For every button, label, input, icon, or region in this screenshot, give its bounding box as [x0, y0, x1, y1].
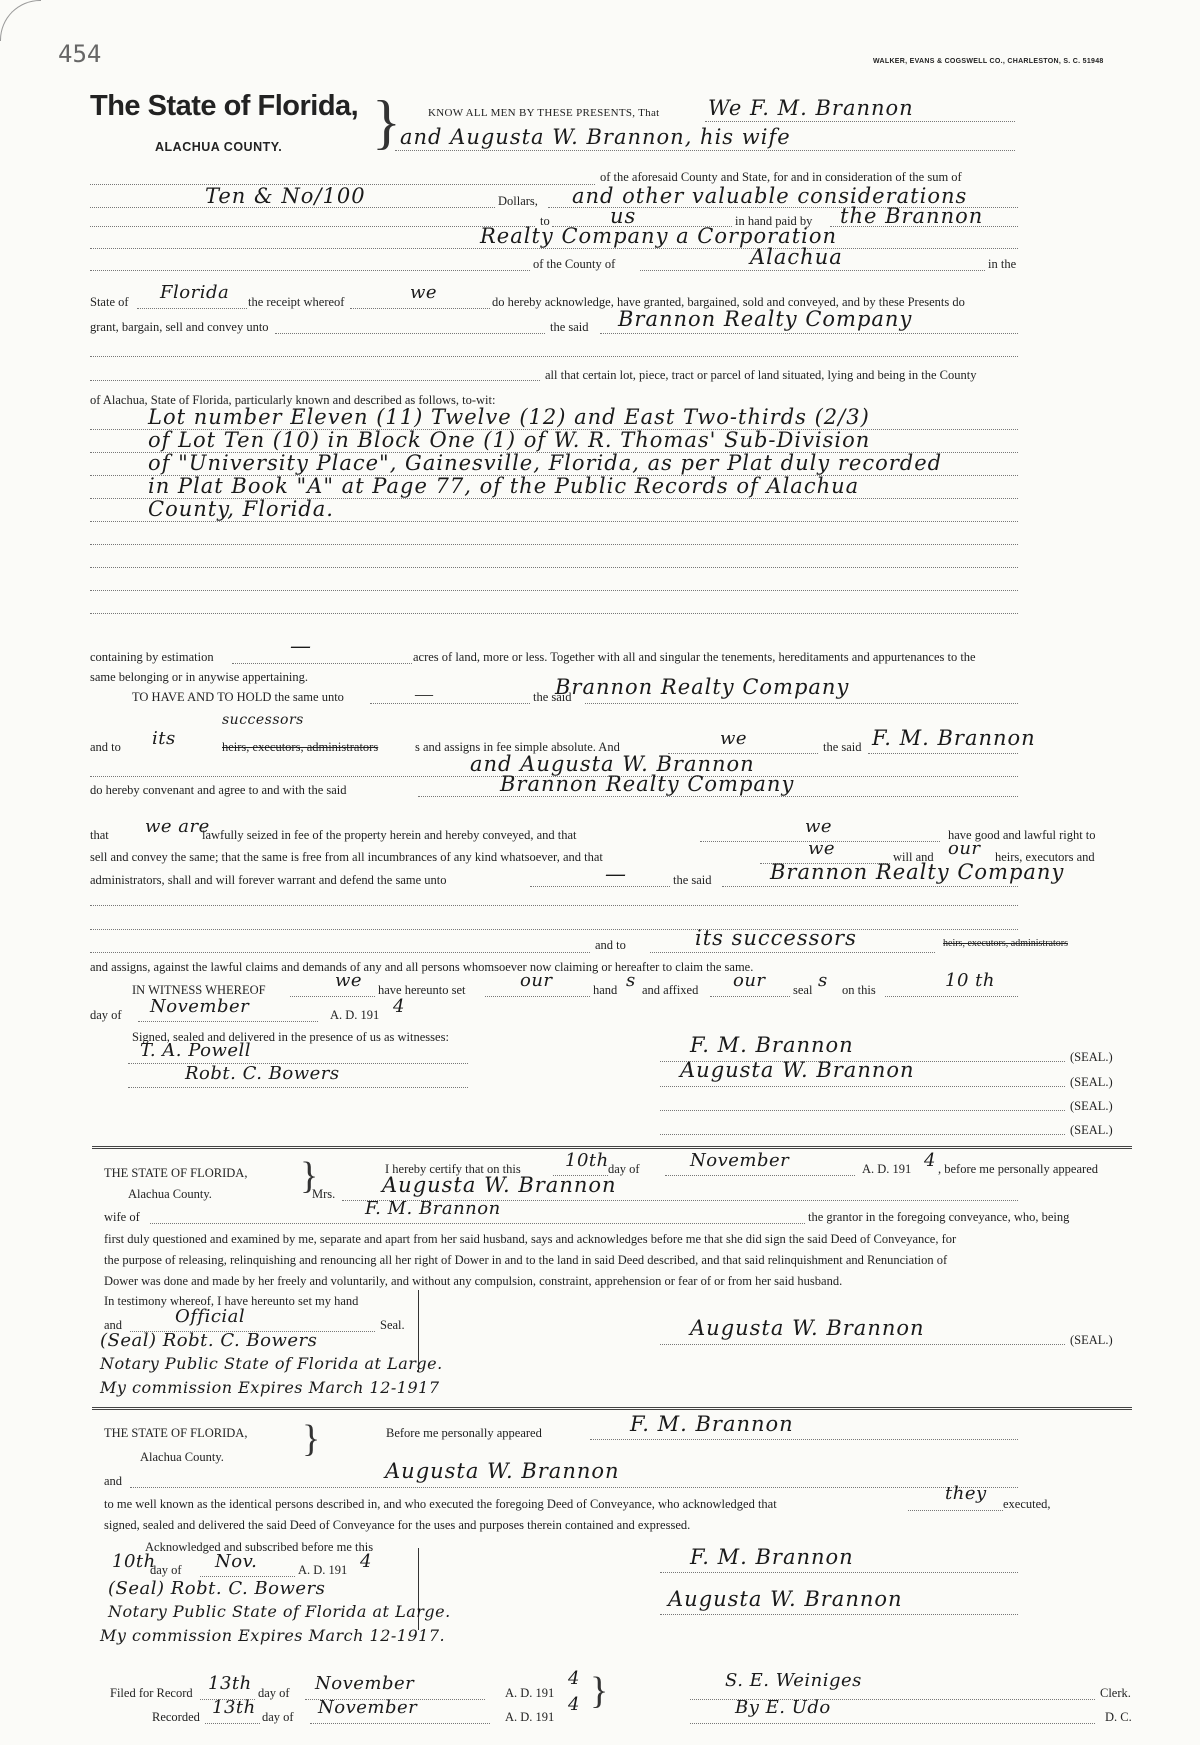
struck-heirs: heirs, executors, administrators [222, 740, 379, 754]
county-value: Alachua [750, 245, 843, 269]
rule [90, 429, 1018, 430]
ack1-notary-3: My commission Expires March 12-1917 [100, 1378, 440, 1397]
its-label: its [152, 728, 176, 749]
ack1-year-digit: 4 [924, 1150, 936, 1171]
filed-year-digit: 4 [568, 1668, 580, 1689]
seal-tag-3: (SEAL.) [1070, 1099, 1113, 1113]
rule [137, 308, 247, 309]
of-county-label: of the County of [533, 257, 616, 271]
rule [722, 886, 1018, 887]
recorded-month: November [318, 1697, 418, 1718]
habendum-we-2: we [805, 816, 833, 837]
ack2-year-digit: 4 [360, 1551, 372, 1572]
affixed-label: and affixed [642, 983, 699, 997]
ack1-and: and [104, 1318, 123, 1332]
filed-label: Filed for Record [110, 1686, 193, 1700]
hand-s: s [626, 970, 636, 991]
in-hand-paid-label: in hand paid by [735, 214, 813, 228]
grantee-name: Brannon Realty Company [618, 307, 913, 331]
ack2-signature-1: F. M. Brannon [690, 1545, 854, 1569]
ack1-notary-2: Notary Public State of Florida at Large. [100, 1354, 443, 1373]
witness-we: we [335, 970, 363, 991]
ack2-state: THE STATE OF FLORIDA, [104, 1426, 248, 1440]
habendum-the-said-2: the said [823, 740, 862, 754]
ack2-county: Alachua County. [140, 1450, 224, 1464]
habendum-grantor-1: F. M. Brannon [872, 726, 1036, 750]
rule [370, 703, 530, 704]
rule [640, 270, 985, 271]
to-have-label: TO HAVE AND TO HOLD the same unto [132, 690, 344, 704]
recorded-label: Recorded [152, 1710, 200, 1724]
section-separator [92, 1146, 1132, 1149]
and-to-label: and to [90, 740, 121, 754]
rule [90, 226, 535, 227]
ack1-para-3: Dower was done and made by her freely and voluntarily, and without any compulsion, constraint, apprehension or fear of or from her said husband. [104, 1274, 843, 1288]
clerk-label: Clerk. [1100, 1686, 1131, 1700]
witness-our: our [520, 970, 553, 991]
same-belonging: same belonging or in anywise appertaining. [90, 670, 308, 684]
rule [90, 452, 1018, 453]
ack1-para-2: the purpose of releasing, relinquishing and renouncing all her right of Dower in and to the land in said Deed described, and that said relinquishment and Renunciation of [104, 1253, 948, 1267]
rule [705, 121, 1015, 122]
ack1-notary-1: (Seal) Robt. C. Bowers [100, 1330, 318, 1351]
witness-month: November [150, 996, 250, 1017]
witness-name-2: Robt. C. Bowers [185, 1063, 340, 1084]
ack2-ad: A. D. 191 [298, 1563, 348, 1577]
rule [485, 996, 590, 997]
ack2-name-1: F. M. Brannon [630, 1412, 794, 1436]
rule [418, 796, 1018, 797]
signed-text: signed, sealed and delivered the said Deed of Conveyance for the uses and purposes therein contained and expressed. [104, 1518, 691, 1532]
seal-tag-2: (SEAL.) [1070, 1075, 1113, 1089]
land-description-line-4: in Plat Book "A" at Page 77, of the Public Records of Alachua [148, 474, 860, 498]
ack2-and: and [104, 1474, 123, 1488]
administrators-text: administrators, shall and will forever warrant and defend the same unto [90, 873, 447, 887]
rule [90, 521, 1018, 522]
dc-label: D. C. [1105, 1710, 1132, 1724]
ack2-day-of: day of [150, 1563, 182, 1577]
ack2-day: 10th [112, 1551, 156, 1572]
in-witness-label: IN WITNESS WHEREOF [132, 983, 266, 997]
rule [130, 1487, 1018, 1488]
witness-day: 10 th [945, 970, 995, 991]
the-said-label: the said [550, 320, 589, 334]
payee-line-1: the Brannon [840, 204, 984, 228]
state-of-label: State of [90, 295, 129, 309]
ack1-seal-tag: (SEAL.) [1070, 1333, 1113, 1347]
land-intro: all that certain lot, piece, tract or parcel of land situated, lying and being in the County [545, 368, 977, 382]
consideration-amount: Ten & No/100 [205, 184, 366, 208]
rule [660, 1344, 1065, 1345]
ack1-seal: Seal. [380, 1318, 405, 1332]
rule [885, 996, 1018, 997]
rule [205, 1723, 260, 1724]
habendum-we: we [720, 728, 748, 749]
rule [650, 952, 935, 953]
to-label: to [540, 214, 550, 228]
on-this-label: on this [842, 983, 876, 997]
ack1-brace: } [300, 1155, 319, 1197]
dc-signature: By E. Udo [735, 1697, 831, 1718]
rule [275, 333, 545, 334]
ack2-notary-2: Notary Public State of Florida at Large. [108, 1602, 451, 1621]
rule [665, 1175, 855, 1176]
seal-label: seal [793, 983, 813, 997]
ack2-signature-2: Augusta W. Brannon [668, 1587, 903, 1611]
husband-name: F. M. Brannon [365, 1198, 501, 1219]
page-number: 454 [58, 40, 102, 68]
clerk-signature: S. E. Weiniges [725, 1670, 862, 1691]
recorded-ad: A. D. 191 [505, 1710, 555, 1724]
have-set-label: have hereunto set [378, 983, 466, 997]
rule [200, 1576, 295, 1577]
rule [660, 1614, 1018, 1615]
ack2-month: Nov. [215, 1551, 258, 1572]
rule [290, 996, 375, 997]
sell-text: sell and convey the same; that the same is free from all incumbrances of any kind whatsoever, and that [90, 850, 603, 864]
witness-name-1: T. A. Powell [140, 1040, 252, 1061]
ack2-brace: } [302, 1418, 321, 1460]
successors-insert: successors [222, 712, 304, 728]
header-brace: } [372, 89, 401, 155]
rule [660, 1086, 1065, 1087]
acres-value: — [290, 634, 312, 658]
ack1-day-of: day of [608, 1162, 640, 1176]
receipt-value: we [410, 282, 438, 303]
signature-1: F. M. Brannon [690, 1033, 854, 1057]
recorded-year-digit: 4 [568, 1694, 580, 1715]
rule [690, 1723, 1095, 1724]
know-all-text: KNOW ALL MEN BY THESE PRESENTS, That [428, 107, 660, 119]
rule [660, 1572, 1018, 1573]
official-value: Official [175, 1306, 246, 1327]
rule [395, 150, 1015, 151]
seized-text: lawfully seized in fee of the property herein and hereby conveyed, and that [202, 828, 577, 842]
ack1-para-1: first duly questioned and examined by me, separate and apart from her said husband, says and acknowledges before me that she did sign the said Deed of Conveyance, for [104, 1232, 957, 1246]
filed-month: November [315, 1673, 415, 1694]
document-title: The State of Florida, [90, 90, 359, 122]
ack1-month: November [690, 1150, 790, 1171]
rule [585, 703, 1018, 704]
ack1-certify: I hereby certify that on this [385, 1162, 521, 1176]
lawful-claims-text: and assigns, against the lawful claims and demands of any and all persons whomsoever now claiming or hereafter to claim the same. [90, 960, 754, 974]
our-value: our [948, 838, 981, 859]
filing-brace: } [590, 1670, 609, 1712]
state-value: Florida [160, 282, 230, 303]
ack1-signature: Augusta W. Brannon [690, 1316, 925, 1340]
acknowledged-text: Acknowledged and subscribed before me this [145, 1540, 374, 1554]
rule [90, 567, 1018, 568]
seal-tag-4: (SEAL.) [1070, 1123, 1113, 1137]
mrs-name: Augusta W. Brannon [382, 1173, 617, 1197]
filed-day: 13th [208, 1673, 252, 1694]
rule [90, 952, 590, 953]
we-are-value: we are [145, 816, 210, 837]
rule [660, 1110, 1065, 1111]
land-description-line-2: of Lot Ten (10) in Block One (1) of W. R. Thomas' Sub-Division [148, 428, 871, 452]
that-label: that [90, 828, 109, 842]
rule [90, 905, 1018, 906]
receipt-label: the receipt whereof [248, 295, 345, 309]
grantors-line-2: and Augusta W. Brannon, his wife [400, 125, 791, 149]
filed-ad: A. D. 191 [505, 1686, 555, 1700]
rule [90, 590, 1018, 591]
other-consideration: and other valuable considerations [572, 184, 968, 208]
covenant-text: do hereby convenant and agree to and with the said [90, 783, 347, 797]
signed-sealed-text: Signed, sealed and delivered in the presence of us as witnesses: [132, 1030, 449, 1044]
in-the-label: in the [988, 257, 1017, 271]
consideration-text: of the aforesaid County and State, for and in consideration of the sum of [600, 170, 962, 184]
witness-our-2: our [733, 970, 766, 991]
acknowledge-text: do hereby acknowledge, have granted, bargained, sold and conveyed, and by these Presents do [492, 295, 965, 309]
rule [150, 1223, 805, 1224]
recorded-day: 13th [212, 1697, 256, 1718]
county-heading: ALACHUA COUNTY. [155, 140, 283, 154]
will-and-label: will and [893, 850, 934, 864]
ack2-notary-1: (Seal) Robt. C. Bowers [108, 1578, 326, 1599]
rule [710, 996, 790, 997]
to-me-text: to me well known as the identical persons described in, and who executed the foregoing Deed of Conveyance, who acknowledged that [104, 1497, 777, 1511]
land-description-line-5: County, Florida. [148, 497, 334, 521]
recorded-day-of: day of [262, 1710, 294, 1724]
habendum-grantor-2: and Augusta W. Brannon [470, 752, 755, 776]
ack1-ad: A. D. 191 [862, 1162, 912, 1176]
rule [128, 1087, 468, 1088]
ack2-before-me: Before me personally appeared [386, 1426, 542, 1440]
they-value: they [945, 1483, 987, 1504]
page-corner-fold [0, 0, 41, 41]
habendum-dash: — [415, 684, 433, 704]
habendum-dash-2: — [605, 862, 627, 886]
mrs-label: Mrs. [312, 1187, 336, 1201]
ad-label: A. D. 191 [330, 1008, 380, 1022]
rule [830, 226, 1018, 227]
assigns-text: s and assigns in fee simple absolute. And [415, 740, 620, 754]
rule [660, 1134, 1065, 1135]
rule [90, 498, 1018, 499]
ack1-before-me: , before me personally appeared [938, 1162, 1098, 1176]
struck-heirs-2: heirs, executors, administrators [943, 938, 1068, 949]
rule [908, 1510, 1003, 1511]
acres-text: acres of land, more or less. Together with all and singular the tenements, hereditaments and appurtenances to the [413, 650, 976, 664]
heirs-label: heirs, executors and [995, 850, 1095, 864]
testimony-text: In testimony whereof, I have hereunto set my hand [104, 1294, 359, 1308]
witness-year-digit: 4 [393, 996, 405, 1017]
habendum-the-said: the said [533, 690, 572, 704]
land-description-line-1: Lot number Eleven (11) Twelve (12) and East Two-thirds (2/3) [148, 405, 870, 429]
grantor-text: the grantor in the foregoing conveyance, who, being [808, 1210, 1070, 1224]
rule [310, 1723, 490, 1724]
to-value: us [610, 204, 637, 228]
containing-label: containing by estimation [90, 650, 214, 664]
wife-of-label: wife of [104, 1210, 140, 1224]
alachua-text: of Alachua, State of Florida, particularly known and described as follows, to-wit: [90, 393, 496, 407]
payee-line-2: Realty Company a Corporation [480, 224, 838, 248]
ack1-state: THE STATE OF FLORIDA, [104, 1166, 248, 1180]
rule [138, 1021, 318, 1022]
section-separator-2 [92, 1407, 1132, 1410]
habendum-we-3: we [808, 838, 836, 859]
rule [232, 663, 412, 664]
printer-imprint: WALKER, EVANS & COGSWELL CO., CHARLESTON, S. C. 51948 [873, 58, 1104, 65]
its-successors-value: its successors [695, 926, 857, 950]
habendum-the-said-3: the said [673, 873, 712, 887]
grantors-line-1: We F. M. Brannon [708, 96, 914, 120]
rule [590, 1439, 1018, 1440]
signature-2: Augusta W. Brannon [680, 1058, 915, 1082]
rule [530, 886, 670, 887]
dollars-label: Dollars, [498, 194, 538, 208]
hand-label: hand [593, 983, 618, 997]
rule [90, 270, 530, 271]
rule [90, 929, 1018, 930]
rule [868, 753, 1018, 754]
warrant-grantee: Brannon Realty Company [770, 860, 1065, 884]
ack2-name-2: Augusta W. Brannon [385, 1459, 620, 1483]
grant-text: grant, bargain, sell and convey unto [90, 320, 269, 334]
rule [90, 544, 1018, 545]
rule [600, 333, 1018, 334]
land-description-line-3: of "University Place", Gainesville, Florida, as per Plat duly recorded [148, 451, 943, 475]
covenant-grantee: Brannon Realty Company [500, 772, 795, 796]
rule [350, 308, 490, 309]
and-to-label-2: and to [595, 938, 626, 952]
filed-day-of: day of [258, 1686, 290, 1700]
ack2-notary-3: My commission Expires March 12-1917. [100, 1626, 446, 1645]
ack1-county: Alachua County. [128, 1187, 212, 1201]
seal-tag-1: (SEAL.) [1070, 1050, 1113, 1064]
rule [90, 248, 1018, 249]
habendum-grantee: Brannon Realty Company [555, 675, 850, 699]
executed-label: executed, [1003, 1497, 1051, 1511]
rule [90, 475, 1018, 476]
seal-s: s [818, 970, 828, 991]
rule [90, 613, 1018, 614]
rule [90, 380, 540, 381]
ack1-day: 10th [565, 1150, 609, 1171]
rule [90, 356, 1018, 357]
good-right-text: have good and lawful right to [948, 828, 1096, 842]
day-of-label: day of [90, 1008, 122, 1022]
